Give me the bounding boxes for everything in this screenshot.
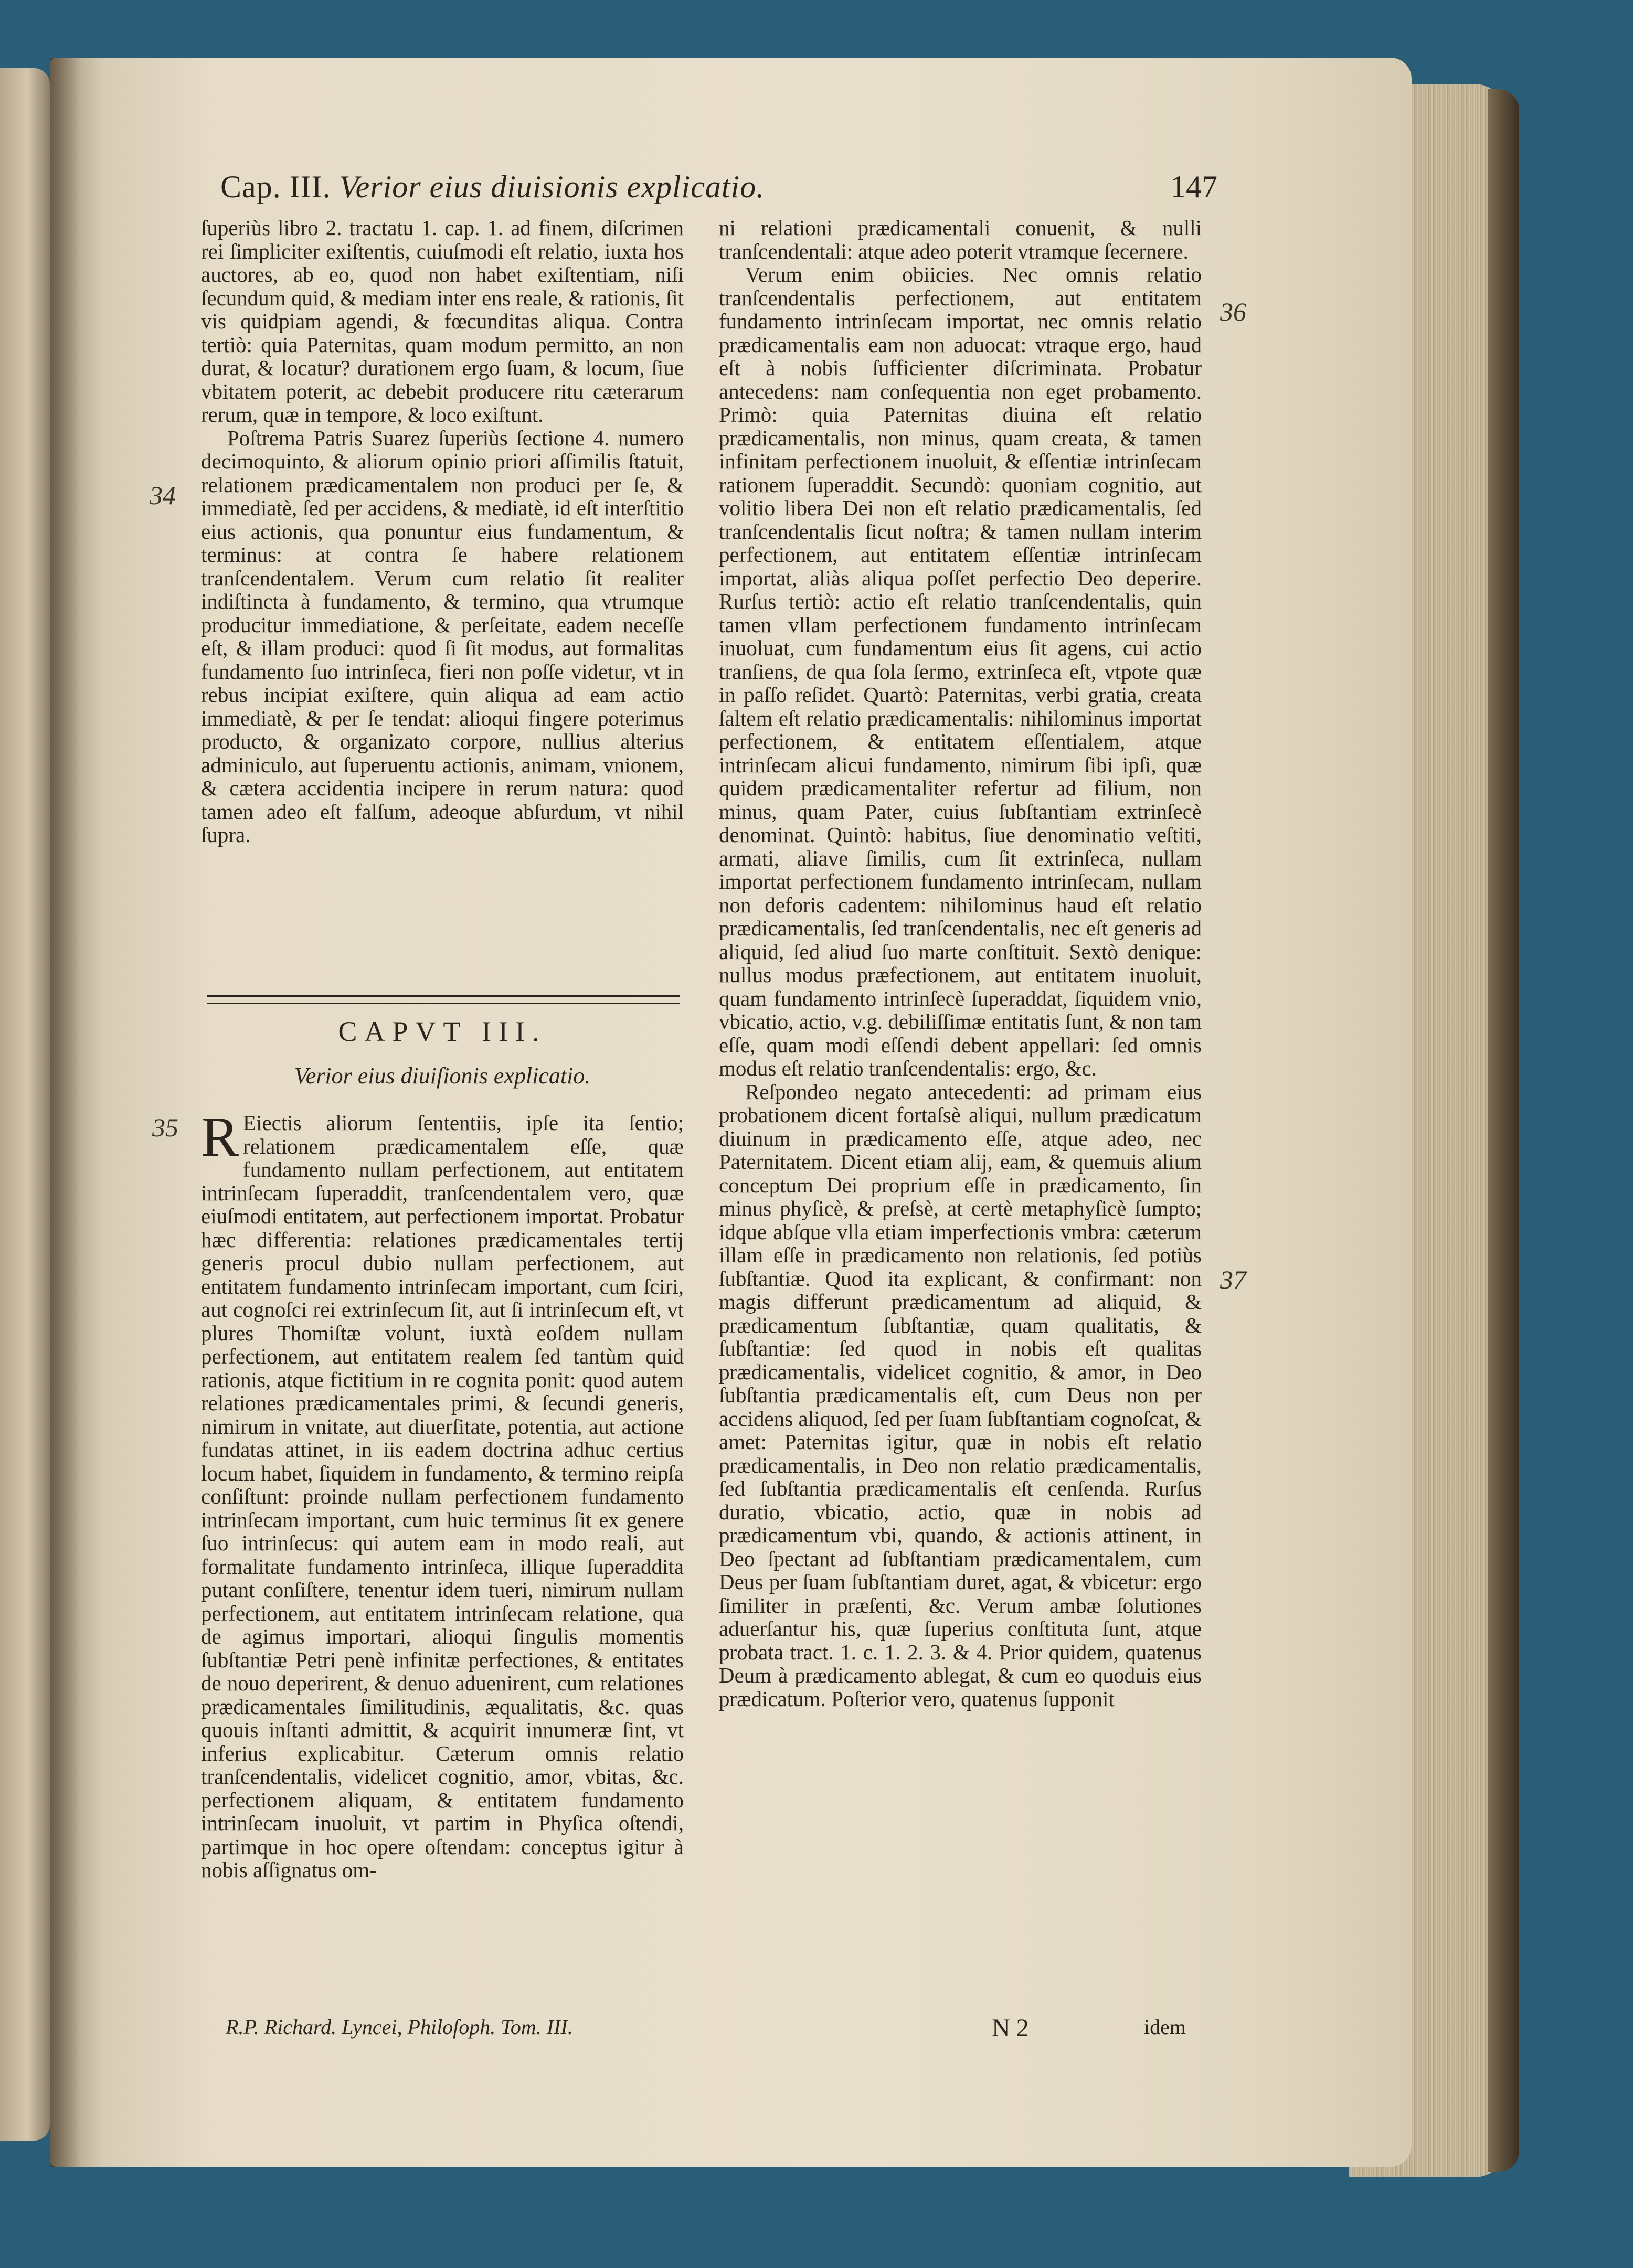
running-head-chapter: Cap. III. — [220, 169, 331, 204]
left-column-top — [201, 216, 684, 847]
section-rule — [207, 995, 680, 1004]
running-head — [220, 169, 765, 205]
paragraph: Verum enim obiicies. Nec omnis relatio tranſcendentalis perfectionem, aut entitatem fundamento intrinſecam importat, nec omnis relatio prædicamentalis eam non aduocat: vtraque ergo, haud eſt à nobis ſufficienter diſcriminata. Probatur antecedens: nam conſequentia non eget probamento. Primò: quia Paternitas diuina eſt relatio prædicamentalis, non minus, quam creata, & tamen infinitam perfectionem inuoluit, & eſſentiæ intrinſecam rationem ſuperaddit. Secundò: quoniam cognitio, aut volitio libera Dei non eſt relatio prædicamentalis, ſed tranſcendentalis ſicut noſtra; & tamen nullam interim perfectionem, aut entitatem eſſentiæ intrinſecam importat, aliàs aliqua poſſet perfectio Deo deperire. Rurſus tertiò: actio eſt relatio tranſcendentalis, quin tamen vllam perfectionem fundamento intrinſecam inuoluat, cum fundamentum eius ſit agens, cui actio tranſiens, de qua ſola ſermo, extrinſeca eſt, vtpote quæ in paſſo reſidet. Quartò: Paternitas, verbi gratia, creata ſaltem eſt relatio prædicamentalis: nihilominus importat perfectionem, & entitatem eſſentialem, atque intrinſecam alicui fundamento, nimirum ſibi ipſi, quæ quidem prædicamentaliter refertur ad filium, non minus, quam Pater, cuius ſubſtantiam extrinſecè denominat. Quintò: habitus, ſiue denominatio veſtiti, armati, aliave ſimilis, cum ſit extrinſeca, nullam importat perfectionem fundamento intrinſecam, nullam non deforis cadentem: nihilominus haud eſt relatio prædicamentalis, ſed tranſcendentalis, nec eſt generis ad aliquid, ſed aliud ſuo marte conſtituit. Sextò denique: nullus modus præfectionem, aut entitatem inuoluit, quam fundamento intrinſecè ſuperaddat, ſiquidem vnio, vbicatio, actio, v.g. debiliſſimæ entitatis ſunt, & non tam eſſe, quam modi eſſendi debent appellari: ſed omnis modus eſt relatio tranſcendentalis: ergo, &c. — [719, 262, 1202, 1080]
catchword: idem — [1144, 2015, 1186, 2039]
chapter-title: CAPVT III. — [338, 1016, 547, 1047]
paragraph — [201, 1106, 684, 1882]
running-head-title: Verior eius diuisionis explicatio. — [339, 169, 765, 204]
paragraph: ſuperiùs libro 2. tractatu 1. cap. 1. ad finem, diſcrimen rei ſimpliciter exiſtentis, cuiuſmodi eſt relatio, iuxta hos auctores, ab eo, quod non habet exiſtentiam, niſi ſecundum quid, & mediam inter ens reale, & rationis, ſit vis quidpiam agendi, & fœcunditas aliqua. Contra tertiò: quia Paternitas, quam modum permitto, an non durat, & locatur? durationem ergo ſuam, & locum, ſiue vbitatem poterit, ac debebit producere ritu cæterarum rerum, quæ in tempore, & loco exiſtunt. — [201, 216, 684, 427]
page-number: 147 — [1170, 169, 1217, 204]
margin-number: 34 — [150, 481, 176, 510]
left-column-bottom — [201, 1106, 684, 1882]
drop-capital: R — [201, 1106, 239, 1168]
running-header — [220, 169, 1217, 205]
right-column — [719, 216, 1202, 1710]
book-edge-shadow — [1488, 89, 1519, 2172]
paragraph: Poſtrema Patris Suarez ſuperiùs ſectione 4. numero decimoquinto, & aliorum opinio priori aſſimilis ſtatuit, relationem prædicamentalem non produci per ſe, & immediatè, ſed per accidens, & mediatè, id eſt interſtitio eius actionis, qua ponuntur eius fundamentum, & terminus: at contra ſe habere relationem tranſcendentalem. Verum cum relatio ſit realiter indiſtincta à fundamento, & termino, qua vtrumque producitur immediatione, & perſeitate, eadem neceſſe eſt, & illam produci: quod ſi ſit modus, aut formalitas fundamento ſuo intrinſeca, fieri non poſſe videtur, vt in rebus incipiat exiſtere, quin aliqua ad eam actio immediatè, & per ſe tendat: alioqui fingere poterimus producto, & organizato corpore, nullius alterius adminiculo, aut ſuperuentu actionis, animam, vnionem, & cætera accidentia incipere in rerum natura: quod tamen adeo eſt falſum, adeoque abſurdum, vt nihil ſupra. — [201, 425, 684, 847]
paragraph: ni relationi prædicamentali conuenit, & nulli tranſcendentali: atque adeo poterit vtramque ſecernere. — [719, 216, 1202, 263]
footer-author-line: R.P. Richard. Lyncei, Philoſoph. Tom. III. — [226, 2015, 573, 2039]
signature-mark: N 2 — [992, 2014, 1029, 2042]
margin-number: 37 — [1220, 1265, 1246, 1294]
paragraph-text: Eiectis aliorum ſententiis, ipſe ita ſentio; relationem prædicamentalem eſſe, quæ fundamento nullam perfectionem, aut entitatem intrinſecam ſuperaddit, tranſcendentalem vero, quæ eiuſmodi entitatem, aut perfectionem importat. Probatur hæc differentia: relationes prædicamentales tertij generis procul dubio nullam perfectionem, aut entitatem fundamento intrinſecam important, cum ſciri, aut cognoſci rei extrinſecum ſit, aut ſi intrinſecum eſt, vt plures Thomiſtæ volunt, iuxtà eoſdem nullam perfectionem, aut entitatem realem ſed tantùm quid rationis, atque fictitium in re cognita ponit: quod autem relationes prædicamentales primi, & ſecundi generis, nimirum in vnitate, aut diuerſitate, potentia, aut actione fundatas attinet, in iis eadem doctrina adhuc certius locum habet, ſiquidem in fundamento, & termino reipſa conſiſtunt: proinde nullam perfectionem fundamento intrinſecam important, cum huic terminus ſit ex genere ſuo intrinſecus: qui autem eam in modo reali, aut formalitate fundamento intrinſeca, illique ſuperaddita putant conſiſtere, tenentur idem tueri, nimirum nullam perfectionem, aut entitatem intrinſecam relatione, qua de agimus importari, alioqui ſingulis momentis ſubſtantiæ Petri penè infinitæ perfectiones, & entitates de nouo deperirent, & denuo aduenirent, cum relationes prædicamentales ſimilitudinis, æqualitatis, &c. quas quouis inſtanti admittit, & acquirit innumeræ ſint, vt inferius explicabitur. Cæterum omnis relatio tranſcendentalis, videlicet cognitio, amor, vbitas, &c. perfectionem aliquam, & entitatem fundamento intrinſecam inuoluit, vt partim in Phyſica oſtendi, partimque in hoc opere oſtendam: conceptus igitur à nobis aſſignatus om- — [201, 1111, 684, 1882]
gutter-shadow — [50, 58, 81, 2167]
paragraph: Reſpondeo negato antecedenti: ad primam eius probationem dicent fortaſsè aliqui, nullum prædicatum diuinum in prædicamento eſſe, atque adeo, nec Paternitatem. Dicent etiam alij, eam, & quemuis alium conceptum Dei proprium eſſe in prædicamento, ſin minus phyſicè, & preſsè, at certè metaphyſicè ſumpto; idque abſque vlla etiam imperfectionis vmbra: cæterum illam eſſe in prædicamento non relationis, ſed potiùs ſubſtantiæ. Quod ita explicant, & confirmant: non magis differunt prædicamentum ad aliquid, & prædicamentum ſubſtantiæ, quam qualitatis, & ſubſtantiæ: ſed quod in nobis eſt qualitas prædicamentalis, videlicet cognitio, & amor, in Deo ſubſtantia prædicamentalis eſt, cum Deus non per accidens aliquod, ſed per ſuam ſubſtantiam cognoſcat, & amet: Paternitas igitur, quæ in nobis eſt relatio prædicamentalis, in Deo non relatio prædicamentalis, ſed ſubſtantia prædicamentalis eſt cenſenda. Rurſus duratio, vbicatio, actio, quæ in nobis ad prædicamentum vbi, quando, & actionis attinent, in Deo ſpectant ad ſubſtantiam prædicamentalem, cum Deus per ſuam ſubſtantiam duret, agat, & vbicetur: ergo ſimiliter in præſenti, &c. Verum ambæ ſolutiones aduerſantur his, quæ ſuperius conſtituta ſunt, atque probata tract. 1. c. 1. 2. 3. & 4. Prior quidem, quatenus Deum à prædicamento ablegat, & cum eo quoduis eius prædicatum. Poſterior vero, quatenus ſupponit — [719, 1079, 1202, 1711]
margin-number: 35 — [152, 1113, 178, 1142]
facing-page-edge — [0, 68, 50, 2141]
chapter-subtitle: Verior eius diuiſionis explicatio. — [294, 1063, 591, 1089]
margin-number: 36 — [1220, 297, 1246, 326]
